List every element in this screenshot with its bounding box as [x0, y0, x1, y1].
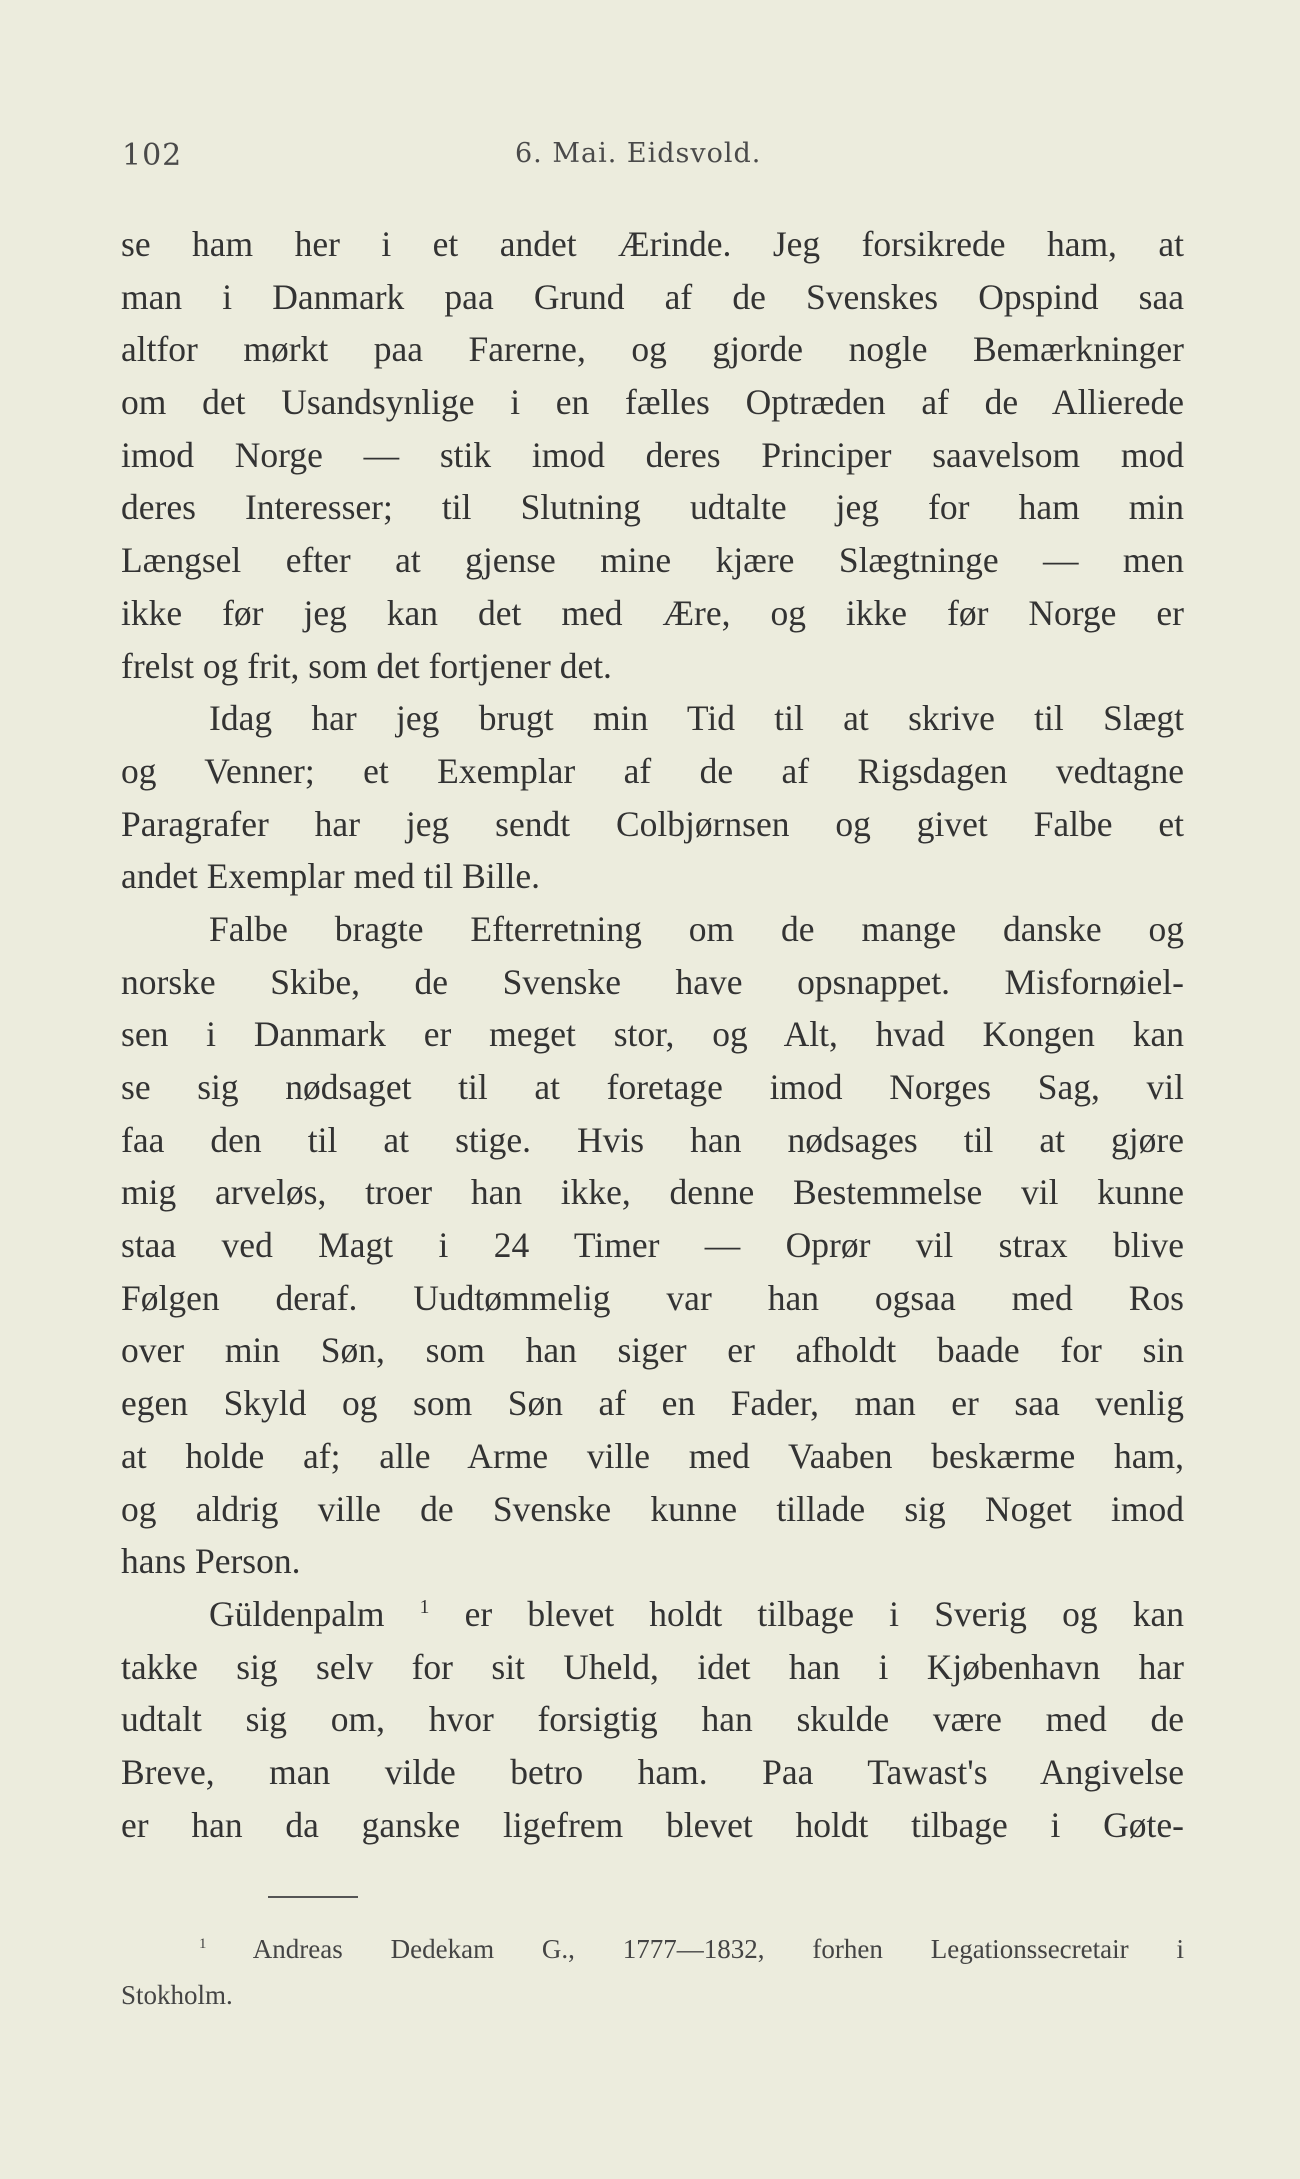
text-line: frelst og frit, som det fortjener det. [121, 645, 612, 686]
footnote-marker: 1 [199, 1936, 207, 1952]
text-line: er han da ganske ligefrem blevet holdt tilbage i Gøte- [121, 1804, 1184, 1845]
footnote-line [121, 1926, 1184, 1972]
text-line: Breve, man vilde betro ham. Paa Tawast's Angivelse [121, 1751, 1184, 1792]
text-line [121, 1588, 1184, 1641]
text-line: deres Interesser; til Slutning udtalte jeg for ham min [121, 487, 1184, 528]
text-line: Falbe bragte Efterretning om de mange danske og [209, 908, 1184, 949]
text-line: og aldrig ville de Svenske kunne tillade sig Noget imod [121, 1488, 1184, 1529]
text-line: se ham her i et andet Ærinde. Jeg forsikrede ham, at [121, 224, 1184, 264]
text-line: andet Exemplar med til Bille. [121, 856, 540, 897]
text-line: imod Norge — stik imod deres Principer saavelsom mod [121, 434, 1184, 475]
text-line: faa den til at stige. Hvis han nødsages til at gjøre [121, 1119, 1184, 1160]
text-line: om det Usandsynlige i en fælles Optræden af de Allierede [121, 382, 1184, 423]
body-text [121, 218, 1184, 1851]
text-line: altfor mørkt paa Farerne, og gjorde nogle Bemærkninger [121, 329, 1184, 370]
text-line: takke sig selv for sit Uheld, idet han i Kjøbenhavn har [121, 1646, 1184, 1687]
footnote-reference[interactable]: 1 [419, 1597, 430, 1619]
text-line: mig arveløs, troer han ikke, denne Bestemmelse vil kunne [121, 1172, 1184, 1213]
text-line: Paragrafer har jeg sendt Colbjørnsen og givet Falbe et [121, 803, 1184, 844]
text-line: Følgen deraf. Uudtømmelig var han ogsaa med Ros [121, 1277, 1184, 1318]
line-continuation: er blevet holdt tilbage i Sverig og kan [464, 1593, 1184, 1634]
footnote-divider [268, 1896, 358, 1898]
text-line: ikke før jeg kan det med Ære, og ikke før Norge er [121, 592, 1184, 633]
text-line: man i Danmark paa Grund af de Svenskes Opspind saa [121, 276, 1184, 317]
footnote-line: Stokholm. [121, 1980, 233, 2010]
text-line: sen i Danmark er meget stor, og Alt, hvad Kongen kan [121, 1014, 1184, 1055]
person-name: Güldenpalm [209, 1593, 385, 1634]
footnotes [121, 1926, 1184, 2018]
running-title: 6. Mai. Eidsvold. [515, 138, 762, 169]
text-line: norske Skibe, de Svenske have opsnappet. Misfornøiel- [121, 961, 1184, 1002]
text-line: Længsel efter at gjense mine kjære Slægtninge — men [121, 540, 1184, 581]
running-head [120, 138, 1180, 186]
text-line: udtalt sig om, hvor forsigtig han skulde være med de [121, 1699, 1184, 1740]
text-line: over min Søn, som han siger er afholdt baade for sin [121, 1330, 1184, 1371]
text-line: se sig nødsaget til at foretage imod Norges Sag, vil [121, 1067, 1184, 1107]
page-number: 102 [122, 138, 183, 173]
text-line: Idag har jeg brugt min Tid til at skrive til Slægt [209, 698, 1184, 739]
text-line: egen Skyld og som Søn af en Fader, man er saa venlig [121, 1383, 1184, 1424]
text-line: at holde af; alle Arme ville med Vaaben beskærme ham, [121, 1435, 1184, 1476]
text-line: hans Person. [121, 1541, 301, 1582]
footnote-text: Andreas Dedekam G., 1777—1832, forhen Legationssecretair i [252, 1934, 1184, 1964]
text-line: og Venner; et Exemplar af de af Rigsdagen vedtagne [121, 750, 1184, 791]
text-line: staa ved Magt i 24 Timer — Oprør vil strax blive [121, 1225, 1184, 1266]
